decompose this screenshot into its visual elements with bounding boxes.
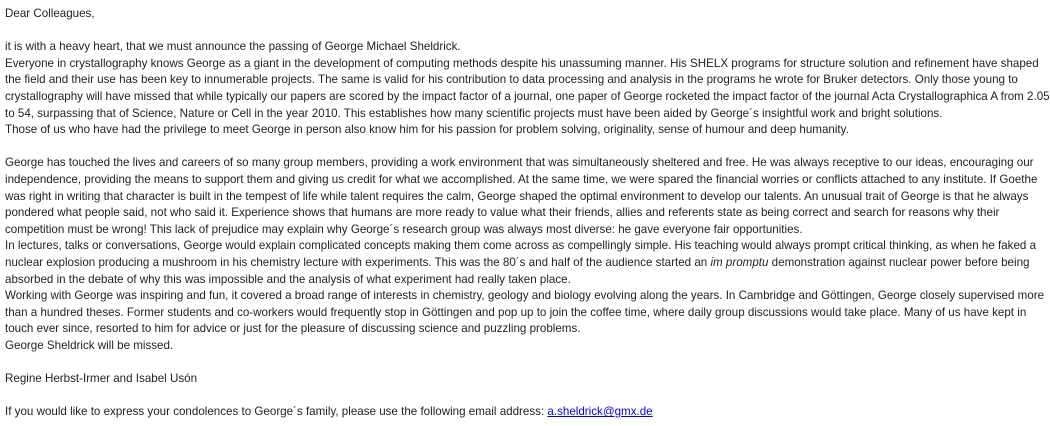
spacer	[5, 139, 995, 156]
italic-phrase: im promptu	[710, 255, 769, 269]
email-link[interactable]: a.sheldrick@gmx.de	[547, 405, 653, 419]
paragraph-announcement	[5, 39, 1050, 139]
text-segment: demonstration against nuclear power before being	[768, 255, 1030, 269]
condolence-line	[5, 404, 995, 421]
text-line: than a hundred theses. Former students and co-workers would frequently stop in Göttingen and pop up to join the coffee time, where daily group discussions would take place. Many of us have kept in	[5, 305, 1027, 319]
greeting: Dear Colleagues,	[5, 7, 95, 20]
spacer	[5, 23, 995, 40]
text-line: Working with George was inspiring and fun, it covered a broad range of interests in chemistry, geology and biology evolving along the years. In Cambridge and Göttingen, George closely supervised more	[5, 289, 1045, 303]
text-line: George has touched the lives and careers of so many group members, providing a work environment that was simultaneously sheltered and free. He was always receptive to our ideas, encouraging our	[5, 156, 1034, 170]
text-line: independence, providing the means to support them and giving us credit for what we accomplished. At the same time, we were spared the financial worries or conflicts attached to any institute. If Goethe	[5, 172, 1038, 186]
signature: Regine Herbst-Irmer and Isabel Usón	[5, 372, 198, 386]
condolence-text: If you would like to express your condolences to George´s family, please use the following email address:	[5, 405, 548, 419]
text-line: competition must be wrong! This lack of prejudice may explain why George´s research group was always most diverse: he gave everyone fair opportunities.	[5, 222, 803, 236]
text-line	[5, 255, 1030, 272]
text-line: the field and their use has been key to innumerable projects. The same is valid for his contribution to data processing and analysis in the programs he wrote for Bruker detectors. Only those young to	[5, 73, 1018, 87]
spacer	[5, 354, 995, 371]
text-line: to 54, surpassing that of Science, Nature or Cell in the year 2010. This establishes how many scientific projects must have been aided by George´s insightful work and bright solutions.	[5, 106, 943, 120]
text-line: pondered what people said, not who said it. Experience shows that humans are more ready to value what their friends, allies and referents state as being correct and search for reasons why their	[5, 206, 1000, 220]
paragraph-tribute	[5, 155, 1045, 354]
text-line: crystallography will have missed that while typically our papers are scored by the impact factor of a journal, one paper of George rocketed the impact factor of the journal Acta Crystallographica A from 2.05	[5, 89, 1050, 103]
spacer	[5, 388, 995, 405]
text-segment: nuclear explosion producing a mushroom in his chemistry lecture with experiments. This was the 80´s and half of the audience started an	[5, 255, 711, 269]
text-line: Everyone in crystallography knows George as a giant in the development of computing methods despite his unassuming manner. His SHELX programs for structure solution and refinement have shaped	[5, 56, 1039, 70]
text-line: Those of us who have had the privilege to meet George in person also know him for his passion for problem solving, originality, sense of humour and deep humanity.	[5, 123, 849, 137]
text-line: touch ever since, resorted to him for advice or just for the pleasure of discussing science and puzzling problems.	[5, 322, 581, 336]
text-line: it is with a heavy heart, that we must announce the passing of George Michael Sheldrick.	[5, 40, 461, 54]
text-line: was right in writing that character is built in the tempest of life while talent requires the calm, George shaped the optimal environment to develop our talents. An unusual trait of George is that he always	[5, 189, 1029, 203]
text-line: In lectures, talks or conversations, George would explain complicated concepts making them come across as compellingly simple. His teaching would always prompt critical thinking, as when he faked a	[5, 239, 1037, 253]
text-line: absorbed in the debate of why this was impossible and the analysis of what experiment had really taken place.	[5, 272, 571, 286]
text-line: George Sheldrick will be missed.	[5, 338, 174, 352]
